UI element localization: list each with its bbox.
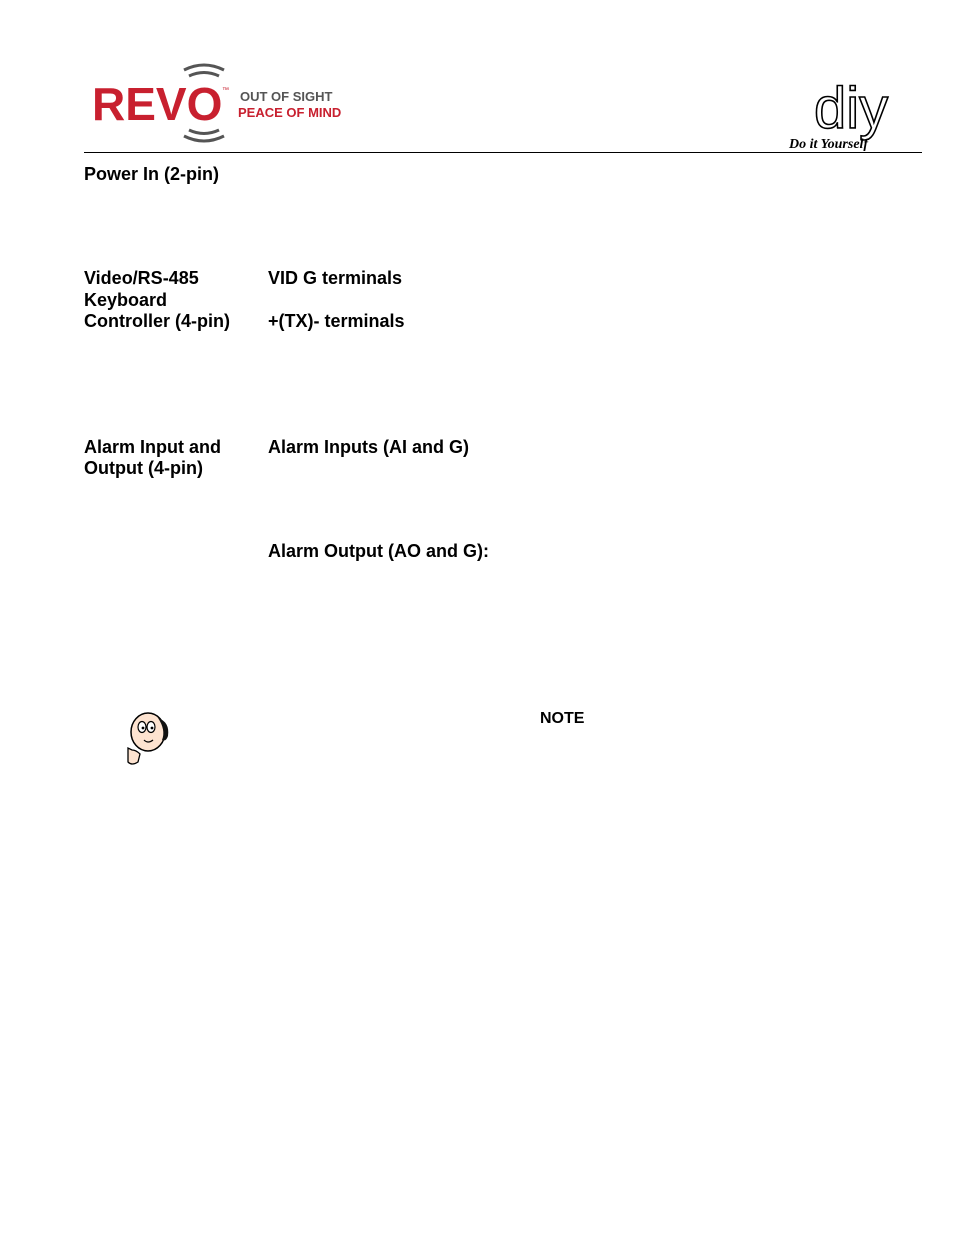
tagline-line1: OUT OF SIGHT bbox=[240, 89, 333, 104]
revo-brand-text: REVO bbox=[92, 78, 223, 130]
video-heading-line3: Controller (4-pin) bbox=[84, 311, 230, 331]
vid-g-terminals-label: VID G terminals bbox=[268, 268, 403, 288]
header-divider bbox=[84, 152, 922, 153]
video-heading-line2: Keyboard bbox=[84, 290, 168, 310]
svg-text:™: ™ bbox=[222, 87, 229, 94]
diy-script-text: Do it Yourself bbox=[789, 137, 869, 152]
revo-logo bbox=[92, 62, 352, 148]
alarm-heading-line2: Output (4-pin) bbox=[84, 458, 203, 478]
tx-terminals-label: +(TX)- terminals bbox=[268, 311, 405, 331]
power-in-heading: Power In (2-pin) bbox=[84, 164, 219, 184]
note-label: NOTE bbox=[540, 710, 585, 727]
diy-mark-text: diy bbox=[814, 76, 889, 141]
video-heading-line1: Video/RS-485 bbox=[84, 268, 199, 288]
alarm-output-label: Alarm Output (AO and G): bbox=[268, 541, 489, 561]
tagline-line2: PEACE OF MIND bbox=[238, 105, 342, 120]
thinking-man-icon bbox=[122, 710, 178, 768]
alarm-heading-line1: Alarm Input and bbox=[84, 437, 222, 457]
alarm-inputs-label: Alarm Inputs (AI and G) bbox=[268, 437, 470, 457]
diy-logo bbox=[786, 76, 926, 152]
